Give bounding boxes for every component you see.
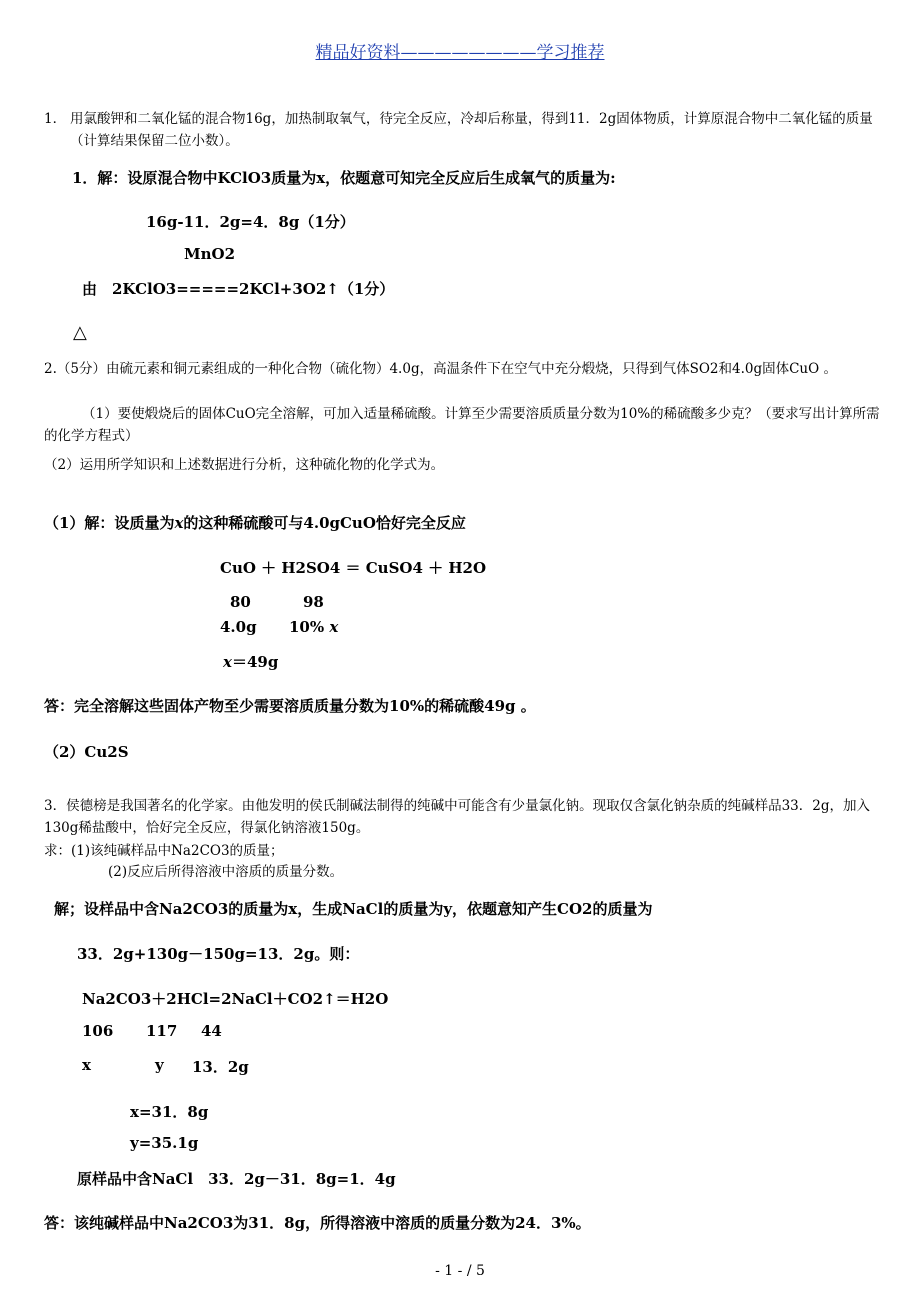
q3-equation: Na2CO3＋2HCl=2NaCl＋CO2↑＝H2O (82, 990, 389, 1008)
page-number: - 1 - / 5 (435, 1263, 485, 1279)
q2-result-value: ＝49g (231, 653, 279, 671)
q2-given-mass-cuo: 4.0g (220, 618, 257, 636)
q3-molar-mass-co2: 44 (201, 1022, 222, 1040)
q3-var-y: y (155, 1056, 164, 1074)
page-header: 精品好资料————————学习推荐 (315, 43, 605, 63)
q1-oxygen-mass: 16g-11．2g=4．8g（1分） (146, 213, 355, 231)
q3-co2-mass: 33．2g+130g－150g=13．2g。则： (77, 945, 360, 963)
q2-solution-intro (44, 512, 466, 533)
question-1 (44, 108, 874, 152)
q2-intro-variable: x (174, 514, 184, 532)
q2-answer-formula: （2）Cu2S (44, 743, 129, 761)
q2-equation: CuO ＋ H2SO4 ＝ CuSO4 ＋ H2O (220, 559, 487, 577)
q3-answer: 答：该纯碱样品中Na2CO3为31．8g，所得溶液中溶质的质量分数为24．3%。 (44, 1214, 591, 1232)
q3-molar-mass-nacl: 117 (146, 1022, 178, 1040)
heat-triangle-symbol: △ (73, 322, 87, 343)
q1-equation: 由 2KClO3=====2KCl+3O2↑（1分） (82, 280, 395, 298)
question-3-text: 3．侯德榜是我国著名的化学家。由他发明的侯氏制碱法制得的纯碱中可能含有少量氯化钠。现取仅含氯化钠杂质的纯碱样品33．2g，加入130g稀盐酸中，恰好完全反应，得氯化钠溶液150g。 (44, 798, 870, 836)
q3-result-x: x=31．8g (130, 1103, 209, 1121)
q2-percent: 10% (289, 618, 325, 636)
q1-catalyst-label: MnO2 (184, 245, 236, 263)
question-3-ask-2: (2)反应后所得溶液中溶质的质量分数。 (108, 864, 344, 880)
question-2-text: 2.（5分）由硫元素和铜元素组成的一种化合物（硫化物）4.0g，高温条件下在空气中充分煅烧，只得到气体SO2和4.0g固体CuO 。 (44, 361, 837, 377)
q3-nacl-mass: 原样品中含NaCl 33．2g－31．8g=1．4g (77, 1170, 396, 1188)
question-2-part-2: （2）运用所学知识和上述数据进行分析，这种硫化物的化学式为。 (44, 457, 445, 473)
q1-solution-intro: 1．解：设原混合物中KClO3质量为x，依题意可知完全反应后生成氧气的质量为: (72, 169, 616, 187)
question-3-ask-1: 求：(1)该纯碱样品中Na2CO3的质量； (44, 843, 284, 859)
q2-answer: 答：完全溶解这些固体产物至少需要溶质质量分数为10%的稀硫酸49g 。 (44, 697, 536, 715)
q2-molar-mass-cuo: 80 (230, 593, 251, 611)
q3-molar-mass-na2co3: 106 (82, 1022, 114, 1040)
q2-unknown-variable: x (329, 618, 339, 636)
q3-solution-intro: 解；设样品中含Na2CO3的质量为x，生成NaCl的质量为y，依题意知产生CO2的质量为 (54, 900, 653, 918)
q3-co2-given: 13．2g (192, 1058, 249, 1076)
q2-unknown-h2so4 (289, 618, 338, 636)
question-1-text: 用氯酸钾和二氧化锰的混合物16g，加热制取氧气，待完全反应，冷却后称量，得到11．2g固体物质，计算原混合物中二氧化锰的质量（计算结果保留二位小数）。 (70, 111, 873, 149)
q2-intro-text-a: （1）解：设质量为 (44, 514, 175, 532)
q2-result-variable: x (223, 653, 232, 671)
question-2-part-1: （1）要使煅烧后的固体CuO完全溶解，可加入适量稀硫酸。计算至少需要溶质质量分数为10%的稀硫酸多少克？（要求写出计算所需的化学方程式） (44, 406, 880, 444)
q2-molar-mass-h2so4: 98 (303, 593, 324, 611)
question-1-number: 1． (44, 111, 67, 127)
q2-intro-text-b: 的这种稀硫酸可与4.0gCuO恰好完全反应 (183, 514, 466, 532)
q2-result (223, 651, 278, 672)
q3-result-y: y=35.1g (130, 1134, 199, 1152)
q3-var-x: x (82, 1056, 91, 1074)
